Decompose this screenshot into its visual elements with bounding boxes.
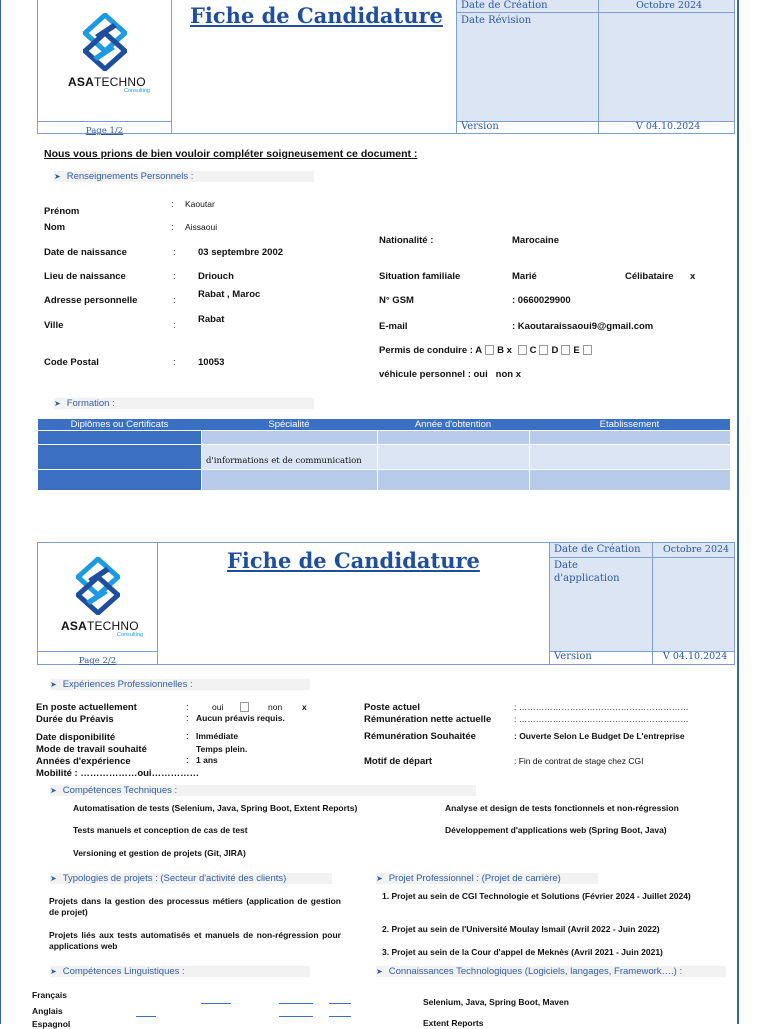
section-experience-heading: ➤ Expériences Professionnelles :	[50, 679, 310, 690]
en-poste-label: En poste actuellement	[36, 702, 137, 713]
disponibilite-value: Immédiate	[196, 731, 239, 741]
poste-value: : ……………………………………………………	[514, 702, 689, 712]
nom-value: Aissaoui	[185, 222, 218, 232]
colon: :	[171, 222, 174, 233]
nationality-value: Marocaine	[512, 235, 559, 246]
page-title: Fiche de Candidature	[227, 548, 480, 573]
colon: :	[186, 731, 189, 742]
remuneration-souhaitee-label: Rémunération Souhaitée	[364, 731, 476, 742]
checkbox-icon[interactable]	[583, 345, 592, 355]
page-title: Fiche de Candidature	[190, 3, 443, 28]
en-poste-non: non	[268, 702, 283, 712]
colon: :	[171, 199, 174, 210]
connaissance-item: Selenium, Java, Spring Boot, Maven	[423, 997, 569, 1007]
colon: :	[173, 357, 176, 368]
section-personal-heading: ➤ Renseignements Personnels :	[54, 171, 314, 182]
langue-item: Français	[32, 990, 67, 1000]
pob-label: Lieu de naissance	[44, 271, 126, 282]
address-value: Rabat , Maroc	[198, 289, 261, 300]
competence-item: Développement d'applications web (Spring Boot, Java)	[445, 825, 667, 835]
prenom-label: Prénom	[44, 206, 80, 217]
asatechno-logo-icon	[76, 557, 120, 615]
remuneration-souhaitee-value: : Ouverte Selon Le Budget De L'entreprise	[514, 731, 685, 741]
asatechno-logo-icon	[83, 13, 127, 71]
typologie-item: Projets dans la gestion des processus métiers (application de gestion de projet)	[49, 896, 341, 917]
page-number-cell	[38, 651, 158, 664]
gsm-value: : 0660029900	[512, 295, 571, 306]
creation-date-value: Octobre 2024	[636, 0, 703, 11]
ville-value: Rabat	[198, 314, 225, 325]
projet-item: 1. Projet au sein de CGI Technologie et Solutions (Février 2024 - Juillet 2024)	[382, 891, 691, 901]
connaissance-item: Extent Reports	[423, 1018, 484, 1028]
creation-date-value: Octobre 2024	[663, 544, 730, 555]
preavis-value: Aucun préavis requis.	[196, 713, 285, 723]
langue-item: Espagnol	[32, 1019, 71, 1029]
section-connaissances-heading: ➤ Connaissances Technologiques (Logiciels, langages, Framework….) :	[376, 966, 726, 977]
postal-code-label: Code Postal	[44, 357, 99, 368]
langue-item: Anglais	[32, 1006, 63, 1016]
application-date-label: Date d'application	[554, 560, 620, 584]
creation-date-label: Date de Création	[461, 0, 548, 11]
poste-label: Poste actuel	[364, 702, 420, 713]
revision-date-label: Date Révision	[461, 15, 532, 26]
meta-divider	[456, 12, 734, 13]
prenom-value: Kaoutar	[185, 199, 215, 209]
header-page-2	[37, 542, 735, 665]
logo-subtitle: Consulting	[117, 632, 143, 638]
typologie-item: Projets liés aux tests automatisés et manuels de non-régression pour applications web	[49, 930, 341, 951]
ville-label: Ville	[44, 320, 64, 331]
arrow-icon: ➤	[50, 874, 57, 883]
section-formation-heading: ➤ Formation :	[54, 398, 314, 409]
table-cell[interactable]	[378, 470, 529, 490]
level-line	[279, 1015, 313, 1017]
mode-label: Mode de travail souhaité	[36, 744, 147, 755]
logo-cell	[38, 543, 158, 651]
driving-license-row: Permis de conduire : A B x C D E	[379, 345, 595, 356]
level-line	[201, 1002, 231, 1004]
mobilite-row: Mobilité : ………………oui……………	[36, 768, 200, 779]
gsm-label: N° GSM	[379, 295, 414, 306]
logo-cell	[38, 0, 172, 121]
colon: :	[186, 713, 189, 724]
version-label: Version	[554, 651, 592, 662]
nationality-label: Nationalité :	[379, 235, 434, 246]
version-label: Version	[461, 121, 499, 132]
colon: :	[173, 271, 176, 282]
email-label: E-mail	[379, 321, 408, 332]
marital-single-check: x	[690, 271, 696, 282]
competence-item: Versioning et gestion de projets (Git, JIRA)	[73, 848, 246, 858]
section-typologies-heading: ➤ Typologies de projets : (Secteur d'activité des clients)	[50, 873, 332, 884]
level-line	[329, 1002, 351, 1004]
table-cell[interactable]	[38, 431, 201, 444]
remuneration-value: : ……………………………………………………	[514, 714, 689, 724]
formation-col-header: Spécialité	[201, 419, 377, 430]
colon: :	[173, 247, 176, 258]
checkbox-icon[interactable]	[485, 345, 494, 355]
page-border-left	[0, 0, 1, 1024]
table-cell[interactable]	[530, 445, 730, 469]
table-cell[interactable]	[202, 445, 377, 469]
level-line	[279, 1002, 313, 1004]
table-cell[interactable]	[202, 431, 377, 444]
marital-single: Célibataire	[625, 271, 674, 282]
table-cell[interactable]	[38, 445, 201, 469]
speciality-text: d'informations et de communication	[206, 456, 362, 466]
mode-value: Temps plein.	[196, 744, 248, 754]
level-line	[136, 1015, 156, 1017]
checkbox-icon[interactable]	[561, 345, 570, 355]
formation-col-header: Diplômes ou Certificats	[38, 419, 201, 430]
en-poste-oui: oui	[212, 702, 224, 712]
arrow-icon: ➤	[54, 399, 61, 408]
postal-code-value: 10053	[198, 357, 225, 368]
checkbox-icon[interactable]	[240, 702, 249, 712]
version-value: V 04.10.2024	[663, 651, 728, 662]
motif-label: Motif de départ	[364, 756, 433, 767]
table-cell[interactable]	[530, 470, 730, 490]
level-line	[329, 1015, 351, 1017]
formation-table	[38, 419, 730, 491]
colon: :	[173, 320, 176, 331]
page-number: Page 2/2	[78, 656, 117, 666]
version-divider	[652, 651, 653, 664]
table-cell[interactable]	[378, 445, 529, 469]
colon: :	[186, 755, 189, 766]
marital-married: Marié	[512, 271, 537, 282]
arrow-icon: ➤	[50, 967, 57, 976]
arrow-icon: ➤	[376, 967, 383, 976]
logo-wordmark: ASATECHNO	[61, 619, 139, 633]
section-projet-heading: ➤ Projet Professionnel : (Projet de carrière)	[376, 873, 598, 884]
projet-item: 2. Projet au sein de l'Université Moulay Ismail (Avril 2022 - Juin 2022)	[382, 924, 660, 934]
dob-label: Date de naissance	[44, 247, 127, 258]
disponibilite-label: Date disponibilité	[36, 732, 116, 743]
meta-right-column	[598, 0, 734, 121]
competence-item: Tests manuels et conception de cas de test	[73, 825, 248, 835]
logo-wordmark: ASATECHNO	[68, 75, 146, 89]
email-value: : Kaoutaraissaoui9@gmail.com	[512, 321, 654, 332]
checkbox-icon[interactable]	[539, 345, 548, 355]
competence-item: Automatisation de tests (Selenium, Java, Spring Boot, Extent Reports)	[73, 803, 358, 813]
version-divider	[598, 121, 599, 133]
pob-value: Driouch	[198, 271, 234, 282]
address-label: Adresse personnelle	[44, 295, 138, 306]
nom-label: Nom	[44, 222, 66, 233]
preavis-label: Durée du Préavis	[36, 714, 114, 725]
version-value: V 04.10.2024	[636, 121, 701, 132]
vehicle-row: véhicule personnel : oui non x	[379, 369, 522, 380]
section-langues-heading: ➤ Compétences Linguistiques :	[50, 966, 310, 977]
logo-subtitle: Consulting	[124, 88, 150, 94]
header-page-1	[37, 0, 735, 134]
arrow-icon: ➤	[376, 874, 383, 883]
page-number-cell	[38, 121, 172, 136]
formation-col-header: Etablissement	[529, 419, 730, 430]
annees-label: Années d'expérience	[36, 756, 131, 767]
formation-col-header: Année d'obtention	[377, 419, 529, 430]
checkbox-icon[interactable]	[518, 345, 527, 355]
colon: :	[186, 702, 189, 713]
meta-divider	[549, 557, 734, 558]
competence-item: Analyse et design de tests fonctionnels et non-régression	[445, 803, 679, 813]
table-cell[interactable]	[38, 470, 201, 490]
arrow-icon: ➤	[50, 680, 57, 689]
arrow-icon: ➤	[54, 172, 61, 181]
arrow-icon: ➤	[50, 786, 57, 795]
creation-date-label: Date de Création	[554, 544, 641, 555]
colon: :	[173, 295, 176, 306]
table-cell[interactable]	[530, 431, 730, 444]
annees-value: 1 ans	[196, 755, 218, 765]
intro-text: Nous vous prions de bien vouloir compléter soigneusement ce document :	[44, 148, 418, 160]
projet-item: 3. Projet au sein de la Cour d'appel de Meknès (Avril 2021 - Juin 2021)	[382, 947, 663, 957]
meta-right-column	[652, 543, 734, 651]
en-poste-check: x	[302, 702, 307, 712]
section-competences-heading: ➤ Compétences Techniques :	[50, 785, 476, 796]
page-number: Page 1/2	[85, 126, 124, 136]
marital-status-label: Situation familiale	[379, 271, 461, 282]
dob-value: 03 septembre 2002	[198, 247, 284, 258]
motif-value: : Fin de contrat de stage chez CGI	[514, 756, 644, 766]
table-cell[interactable]	[378, 431, 529, 444]
page-border-right	[737, 0, 739, 1024]
remuneration-label: Rémunération nette actuelle	[364, 714, 492, 725]
table-cell[interactable]	[202, 470, 377, 490]
